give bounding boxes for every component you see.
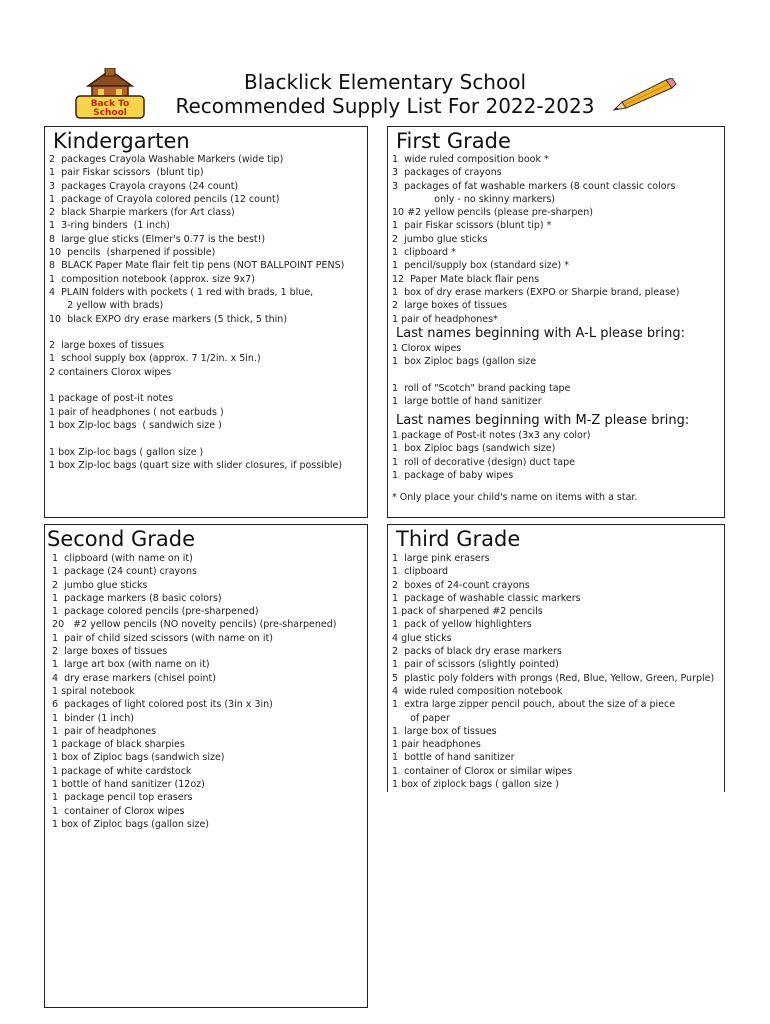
list-item: of paper	[392, 712, 450, 724]
list-item: 1 pair of headphones ( not earbuds )	[49, 406, 224, 418]
list-item: 1 box Ziploc bags (sandwich size)	[392, 443, 556, 455]
list-item: 1 large pink erasers	[392, 553, 490, 564]
list-item: 1 pair of scissors (slightly pointed)	[392, 659, 559, 671]
list-item: 1 package colored pencils (pre-sharpened)	[49, 606, 259, 618]
list-item: 1 pair of child sized scissors (with name on it)	[49, 632, 273, 644]
list-item: 1 bottle of hand sanitizer	[392, 752, 515, 764]
first-grade-note: * Only place your child's name on items with a star.	[392, 492, 638, 503]
list-item	[49, 432, 365, 445]
list-item: 1 pair of headphones	[49, 725, 157, 737]
list-item: 1 pencil/supply box (standard size) *	[392, 260, 569, 272]
second-grade-box	[44, 524, 368, 1008]
list-item: 4 glue sticks	[392, 632, 452, 644]
list-item: 1 box of Ziploc bags (sandwich size)	[49, 752, 225, 764]
list-item: 4 wide ruled composition notebook	[392, 685, 563, 697]
first-grade-list	[392, 153, 722, 326]
list-item: 1 box Zip-loc bags (quart size with slider closures, if possible)	[49, 459, 343, 471]
list-item: 2 yellow with brads)	[49, 300, 164, 312]
list-item: 20 #2 yellow pencils (NO novelty pencils) (pre-sharpened)	[49, 619, 337, 631]
second-grade-list	[49, 552, 365, 831]
list-item: 1 clipboard *	[392, 247, 456, 259]
list-item: 5 plastic poly folders with prongs (Red, Blue, Yellow, Green, Purple)	[392, 672, 715, 684]
list-item: 1 extra large zipper pencil pouch, about the size of a piece	[392, 699, 676, 711]
list-item: 1 container of Clorox wipes	[49, 805, 185, 817]
list-item	[49, 379, 365, 392]
list-item: 1 box Zip-loc bags ( sandwich size )	[49, 419, 222, 431]
list-item: 4 dry erase markers (chisel point)	[49, 672, 216, 684]
list-item: 1 package of post-it notes	[49, 393, 174, 405]
third-grade-box	[387, 524, 725, 792]
list-item: 1 package (24 count) crayons	[49, 566, 197, 578]
list-item: 2 boxes of 24-count crayons	[392, 579, 530, 591]
list-item: 1 package pencil top erasers	[49, 792, 193, 804]
list-item: 12 Paper Mate black flair pens	[392, 273, 540, 285]
list-item: 2 black Sharpie markers (for Art class)	[49, 207, 235, 219]
list-item: 1 pair Fiskar scissors (blunt tip) *	[392, 220, 552, 232]
list-item: 1 bottle of hand sanitizer (12oz)	[49, 779, 205, 791]
first-grade-heading: First Grade	[396, 129, 511, 153]
svg-text:School: School	[93, 108, 127, 118]
list-item: 1 pack of sharpened #2 pencils	[392, 606, 543, 618]
list-item: only - no skinny markers)	[392, 193, 556, 205]
list-item	[392, 369, 722, 382]
third-grade-heading: Third Grade	[396, 527, 521, 551]
list-item: 6 packages of light colored post its (3in x 3in)	[49, 699, 273, 711]
list-item: 1 package of Crayola colored pencils (12 count)	[49, 193, 280, 205]
list-item: 3 packages of fat washable markers (8 count classic colors	[392, 180, 676, 192]
list-item: 8 large glue sticks (Elmer's 0.77 is the best!)	[49, 233, 266, 245]
kindergarten-box	[44, 126, 368, 518]
list-item: 1 package markers (8 basic colors)	[49, 592, 222, 604]
list-item: 8 BLACK Paper Mate flair felt tip pens (NOT BALLPOINT PENS)	[49, 260, 345, 272]
list-item: 2 packs of black dry erase markers	[392, 646, 562, 658]
list-item: 1 large bottle of hand sanitizer	[392, 396, 542, 408]
list-item: 2 containers Clorox wipes	[49, 366, 172, 378]
list-item: 1 package of white cardstock	[49, 765, 192, 777]
list-item: 10 black EXPO dry erase markers (5 thick, 5 thin)	[49, 313, 288, 325]
list-item: 3 packages of crayons	[392, 167, 502, 179]
first-grade-al-list	[392, 342, 722, 408]
list-item: 2 large boxes of tissues	[392, 300, 508, 312]
list-item: 1 school supply box (approx. 7 1/2in. x 5in.)	[49, 353, 261, 365]
list-item: 1 package of black sharpies	[49, 739, 185, 751]
list-item: 1 box of Ziploc bags (gallon size)	[49, 818, 209, 830]
first-grade-mz-list	[392, 429, 722, 482]
list-item: 2 large boxes of tissues	[49, 340, 165, 352]
list-item: 1 spiral notebook	[49, 685, 135, 697]
list-item: 1 box Zip-loc bags ( gallon size )	[49, 446, 204, 458]
list-item: 1 roll of "Scotch" brand packing tape	[392, 382, 571, 394]
list-item: 1 binder (1 inch)	[49, 712, 134, 724]
list-item: 1 wide ruled composition book *	[392, 154, 549, 165]
list-item: 1 pair Fiskar scissors (blunt tip)	[49, 167, 204, 179]
supply-list-title: Recommended Supply List For 2022-2023	[175, 94, 595, 118]
list-item: 1 pair of headphones*	[392, 313, 498, 325]
list-item	[49, 326, 365, 339]
list-item: 1 roll of decorative (design) duct tape	[392, 456, 575, 468]
list-item: 1 container of Clorox or similar wipes	[392, 765, 573, 777]
list-item: 4 PLAIN folders with pockets ( 1 red with brads, 1 blue,	[49, 286, 314, 298]
list-item: 1 large box of tissues	[392, 725, 497, 737]
list-item: 10 #2 yellow pencils (please pre-sharpen)	[392, 207, 594, 219]
list-item: 1 3-ring binders (1 inch)	[49, 220, 171, 232]
second-grade-heading: Second Grade	[47, 527, 195, 551]
list-item: 1 box of ziplock bags ( gallon size )	[392, 779, 559, 791]
list-item: 1 package of baby wipes	[392, 469, 514, 481]
list-item: 1 box Ziploc bags (gallon size	[392, 356, 537, 368]
svg-text:Back To: Back To	[90, 99, 130, 109]
first-grade-al-heading: Last names beginning with A-L please bring:	[396, 326, 686, 341]
first-grade-box	[387, 126, 725, 518]
list-item: 1 pair headphones	[392, 739, 481, 751]
pencil-icon	[610, 78, 678, 114]
list-item: 2 large boxes of tissues	[49, 646, 168, 658]
list-item: 1 package of washable classic markers	[392, 592, 581, 604]
list-item: 10 pencils (sharpened if possible)	[49, 247, 216, 259]
kindergarten-heading: Kindergarten	[53, 129, 190, 153]
list-item: 1 clipboard (with name on it)	[49, 553, 193, 564]
third-grade-list	[392, 552, 722, 791]
list-item: 1 Clorox wipes	[392, 343, 462, 354]
list-item: 3 packages Crayola crayons (24 count)	[49, 180, 239, 192]
kindergarten-list	[49, 153, 365, 472]
list-item: 1 pack of yellow highlighters	[392, 619, 532, 631]
first-grade-mz-heading: Last names beginning with M-Z please bring:	[396, 413, 690, 428]
list-item: 2 jumbo glue sticks	[392, 233, 488, 245]
list-item: 2 jumbo glue sticks	[49, 579, 148, 591]
list-item: 1 clipboard	[392, 566, 449, 578]
list-item: 1 package of Post-it notes (3x3 any color)	[392, 430, 591, 441]
list-item: 1 box of dry erase markers (EXPO or Sharpie brand, please)	[392, 286, 680, 298]
list-item: 2 packages Crayola Washable Markers (wide tip)	[49, 154, 284, 165]
list-item: 1 large art box (with name on it)	[49, 659, 210, 671]
school-name-title: Blacklick Elementary School	[243, 70, 527, 94]
list-item: 1 composition notebook (approx. size 9x7)	[49, 273, 255, 285]
